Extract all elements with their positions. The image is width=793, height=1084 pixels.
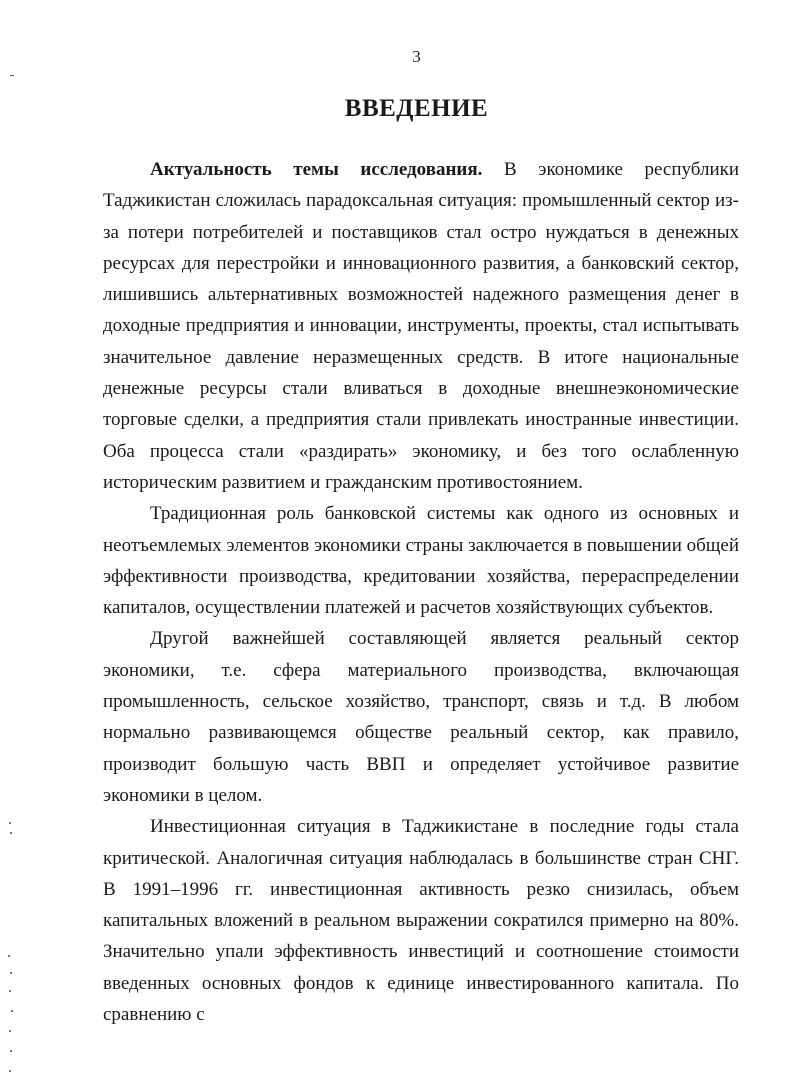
scan-artifact xyxy=(10,972,12,974)
scan-artifact xyxy=(9,1030,11,1032)
scan-artifact xyxy=(10,832,12,834)
body-text xyxy=(103,154,739,1030)
scan-artifact xyxy=(9,1070,11,1072)
scan-artifact xyxy=(9,990,11,992)
section-heading: ВВЕДЕНИЕ xyxy=(344,95,489,122)
paragraph-relevance xyxy=(103,154,739,498)
paragraph-text: В экономике республики Таджикистан сложилась парадоксальная ситуация: промышленный сектор из-за потери потребителей и поставщиков стал остро нуждаться в денежных ресурсах для перестройки и инновационного развития, а банковский сектор, лишившись альтернативных возможностей надежного размещения денег в доходные предприятия и инновации, инструменты, проекты, стал испытывать значительное давление неразмещенных средств. В итоге национальные денежные ресурсы стали вливаться в доходные внешнеэкономические торговые сделки, а предприятия стали привлекать иностранные инвестиции. Оба процесса стали «раздирать» экономику, и без того ослабленную историческим развитием и гражданским противостоянием. xyxy=(103,159,740,493)
scan-artifact xyxy=(10,75,14,76)
paragraph-lead: Актуальность темы исследования. xyxy=(150,159,483,180)
page-number: 3 xyxy=(412,47,421,66)
scan-artifact xyxy=(9,822,11,824)
paragraph-banking-role: Традиционная роль банковской системы как одного из основных и неотъемлемых элементов экономики страны заключается в повышении общей эффективности производства, кредитовании хозяйства, перераспределении капиталов, осуществлении платежей и расчетов хозяйствующих субъектов. xyxy=(103,503,740,619)
scan-artifact xyxy=(11,1010,13,1012)
scan-artifact xyxy=(10,1050,12,1052)
paragraph-real-sector: Другой важнейшей составляющей является реальный сектор экономики, т.е. сфера материального производства, включающая промышленность, сельское хозяйство, транспорт, связь и т.д. В любом нормально развивающемся обществе реальный сектор, как правило, производит большую часть ВВП и определяет устойчивое развитие экономики в целом. xyxy=(103,628,739,806)
scan-artifact xyxy=(8,955,10,957)
paragraph-investment-situation: Инвестиционная ситуация в Таджикистане в последние годы стала критической. Аналогичная ситуация наблюдалась в большинстве стран СНГ. В 1991–1996 гг. инвестиционная активность резко снизилась, объем капитальных вложений в реальном выражении сократился примерно на 80%. Значительно упали эффективность инвестиций и соотношение стоимости введенных основных фондов к единице инвестированного капитала. По сравнению с xyxy=(103,816,739,1026)
